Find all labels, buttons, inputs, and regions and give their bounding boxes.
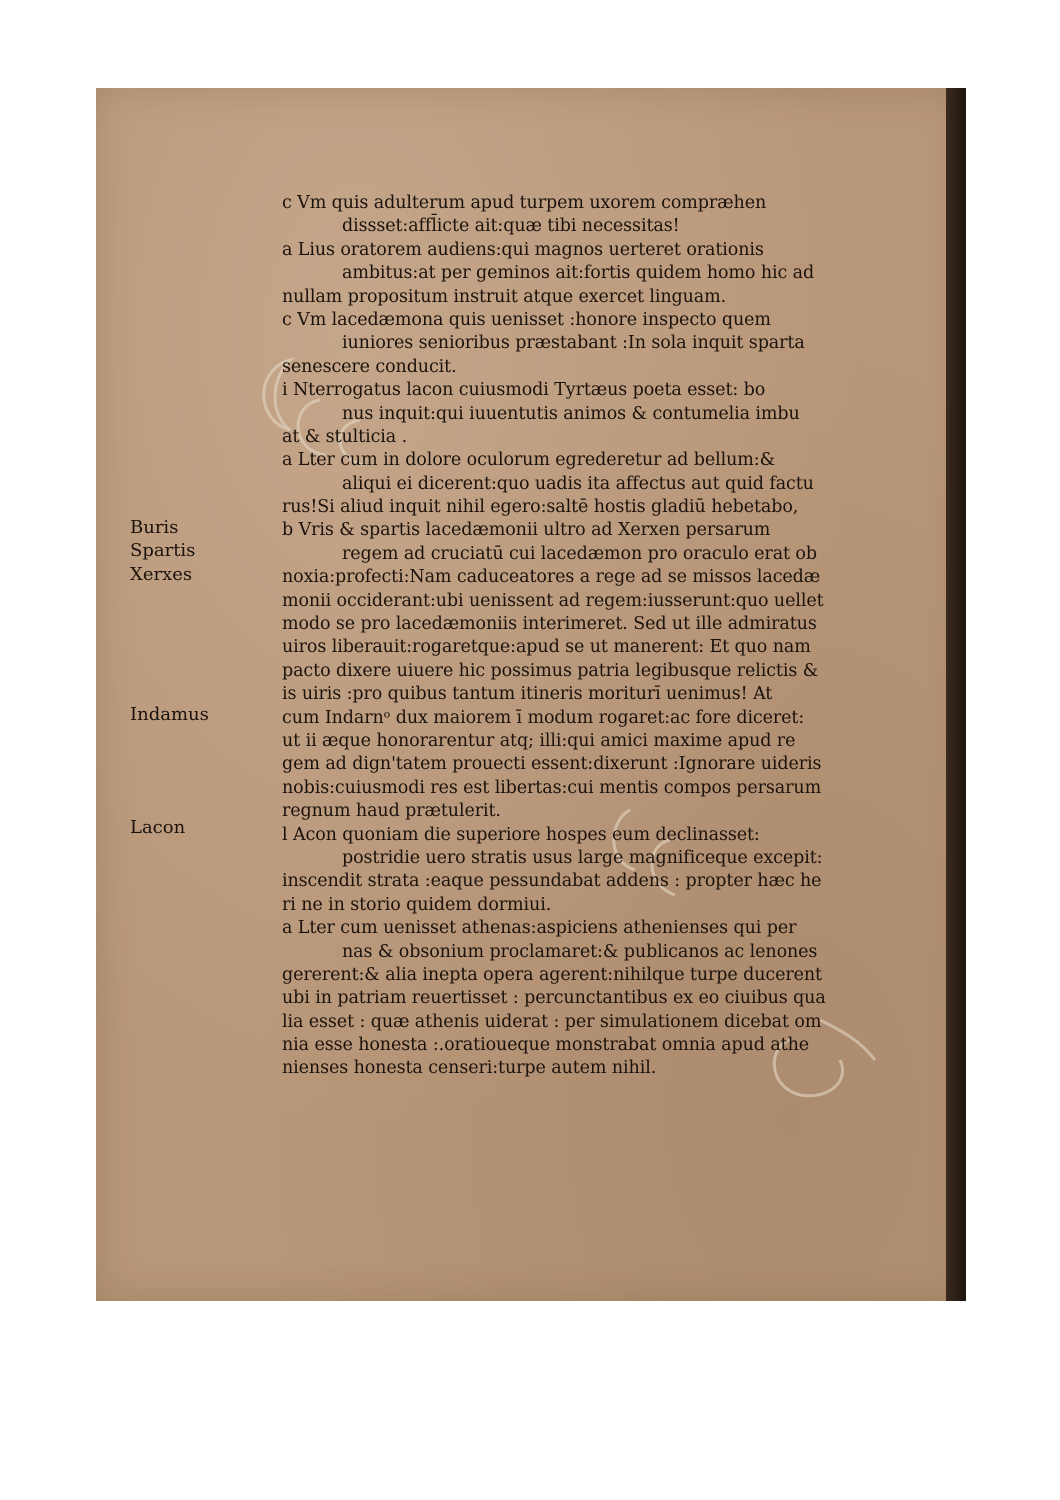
- text-line: regnum haud prætulerit.: [282, 801, 501, 822]
- text-line: c Vm lacedæmona quis uenisset :honore inspecto quem: [282, 309, 771, 330]
- text-line: regem ad cruciatū cui lacedæmon pro oraculo erat ob: [342, 543, 817, 564]
- text-line: lia esset : quæ athenis uiderat : per simulationem dicebat om: [282, 1011, 822, 1032]
- text-line: senescere conducit.: [282, 356, 457, 377]
- margin-note: Buris: [130, 517, 179, 538]
- text-line: ubi in patriam reuertisset : percunctantibus ex eo ciuibus qua: [282, 988, 826, 1009]
- text-line: uiros liberauit:rogaretque:apud se ut manerent: Et quo nam: [282, 637, 811, 658]
- text-line: rus!Si aliud inquit nihil egero:saltē hostis gladiū hebetabo,: [282, 497, 799, 518]
- text-line: gem ad dign'tatem prouecti essent:dixerunt :Ignorare uideris: [282, 754, 822, 775]
- text-line: ambitus:at per geminos ait:fortis quidem homo hic ad: [342, 263, 815, 284]
- text-line: cum Indarnᵒ dux maiorem ī modum rogaret:ac fore diceret:: [282, 707, 805, 728]
- text-line: modo se pro lacedæmoniis interimeret. Sed ut ille admiratus: [282, 614, 817, 635]
- margin-note: Spartis: [130, 540, 196, 562]
- text-line: l Acon quoniam die superiore hospes eum declinasset:: [282, 824, 760, 845]
- margin-note: Xerxes: [130, 563, 193, 585]
- margin-note: Lacon: [130, 817, 186, 838]
- text-line: nus inquit:qui iuuentutis animos & contumelia imbu: [342, 403, 800, 424]
- text-line: nullam propositum instruit atque exercet linguam.: [282, 286, 727, 307]
- text-line: nas & obsonium proclamaret:& publicanos ac lenones: [342, 941, 818, 962]
- text-line: nia esse honesta :.oratioueque monstrabat omnia apud athe: [282, 1035, 810, 1056]
- text-line: noxia:profecti:Nam caduceatores a rege ad se missos lacedæ: [282, 567, 821, 588]
- text-line: a Lter cum uenisset athenas:aspiciens athenienses qui per: [282, 918, 797, 939]
- text-line: inscendit strata :eaque pessundabat addens : propter hæc he: [282, 871, 822, 892]
- margin-note: Indamus: [130, 704, 209, 725]
- text-line: postridie uero stratis usus large magnificeque excepit:: [342, 847, 823, 868]
- text-line: c Vm quis adulterum apud turpem uxorem compræhen: [282, 193, 767, 213]
- text-line: ut ii æque honorarentur atq; illi:qui amici maxime apud re: [282, 730, 796, 751]
- text-line: a Lius oratorem audiens:qui magnos uerteret orationis: [282, 239, 764, 260]
- text-line: nobis:cuiusmodi res est libertas:cui mentis compos persarum: [282, 777, 822, 798]
- text-line: a Lter cum in dolore oculorum egrederetur ad bellum:&: [282, 450, 776, 471]
- text-line: pacto dixere uiuere hic possimus patria legibusque relictis &: [282, 660, 819, 681]
- text-line: aliqui ei dicerent:quo uadis ita affectus aut quid factu: [342, 473, 814, 494]
- text-line: monii occiderant:ubi uenissent ad regem:iusserunt:quo uellet: [282, 590, 824, 611]
- text-line: i Nterrogatus lacon cuiusmodi Tyrtæus poeta esset: bo: [282, 380, 766, 401]
- text-line: b Vris & spartis lacedæmonii ultro ad Xerxen persarum: [282, 520, 771, 541]
- main-text-block: [282, 192, 882, 1081]
- text-line: at & stulticia .: [282, 426, 408, 447]
- text-line: is uiris :pro quibus tantum itineris moriturī uenimus! At: [282, 684, 773, 705]
- text-line: iuniores senioribus præstabant :In sola inquit sparta: [342, 333, 805, 354]
- book-binding-edge: [946, 88, 966, 1301]
- text-line: gererent:& alia inepta opera agerent:nihilque turpe ducerent: [282, 964, 822, 985]
- text-line: nienses honesta censeri:turpe autem nihil.: [282, 1058, 657, 1079]
- text-line: ri ne in storio quidem dormiui.: [282, 894, 552, 915]
- text-line: dissset:affl̄icte ait:quæ tibi necessitas!: [342, 216, 680, 237]
